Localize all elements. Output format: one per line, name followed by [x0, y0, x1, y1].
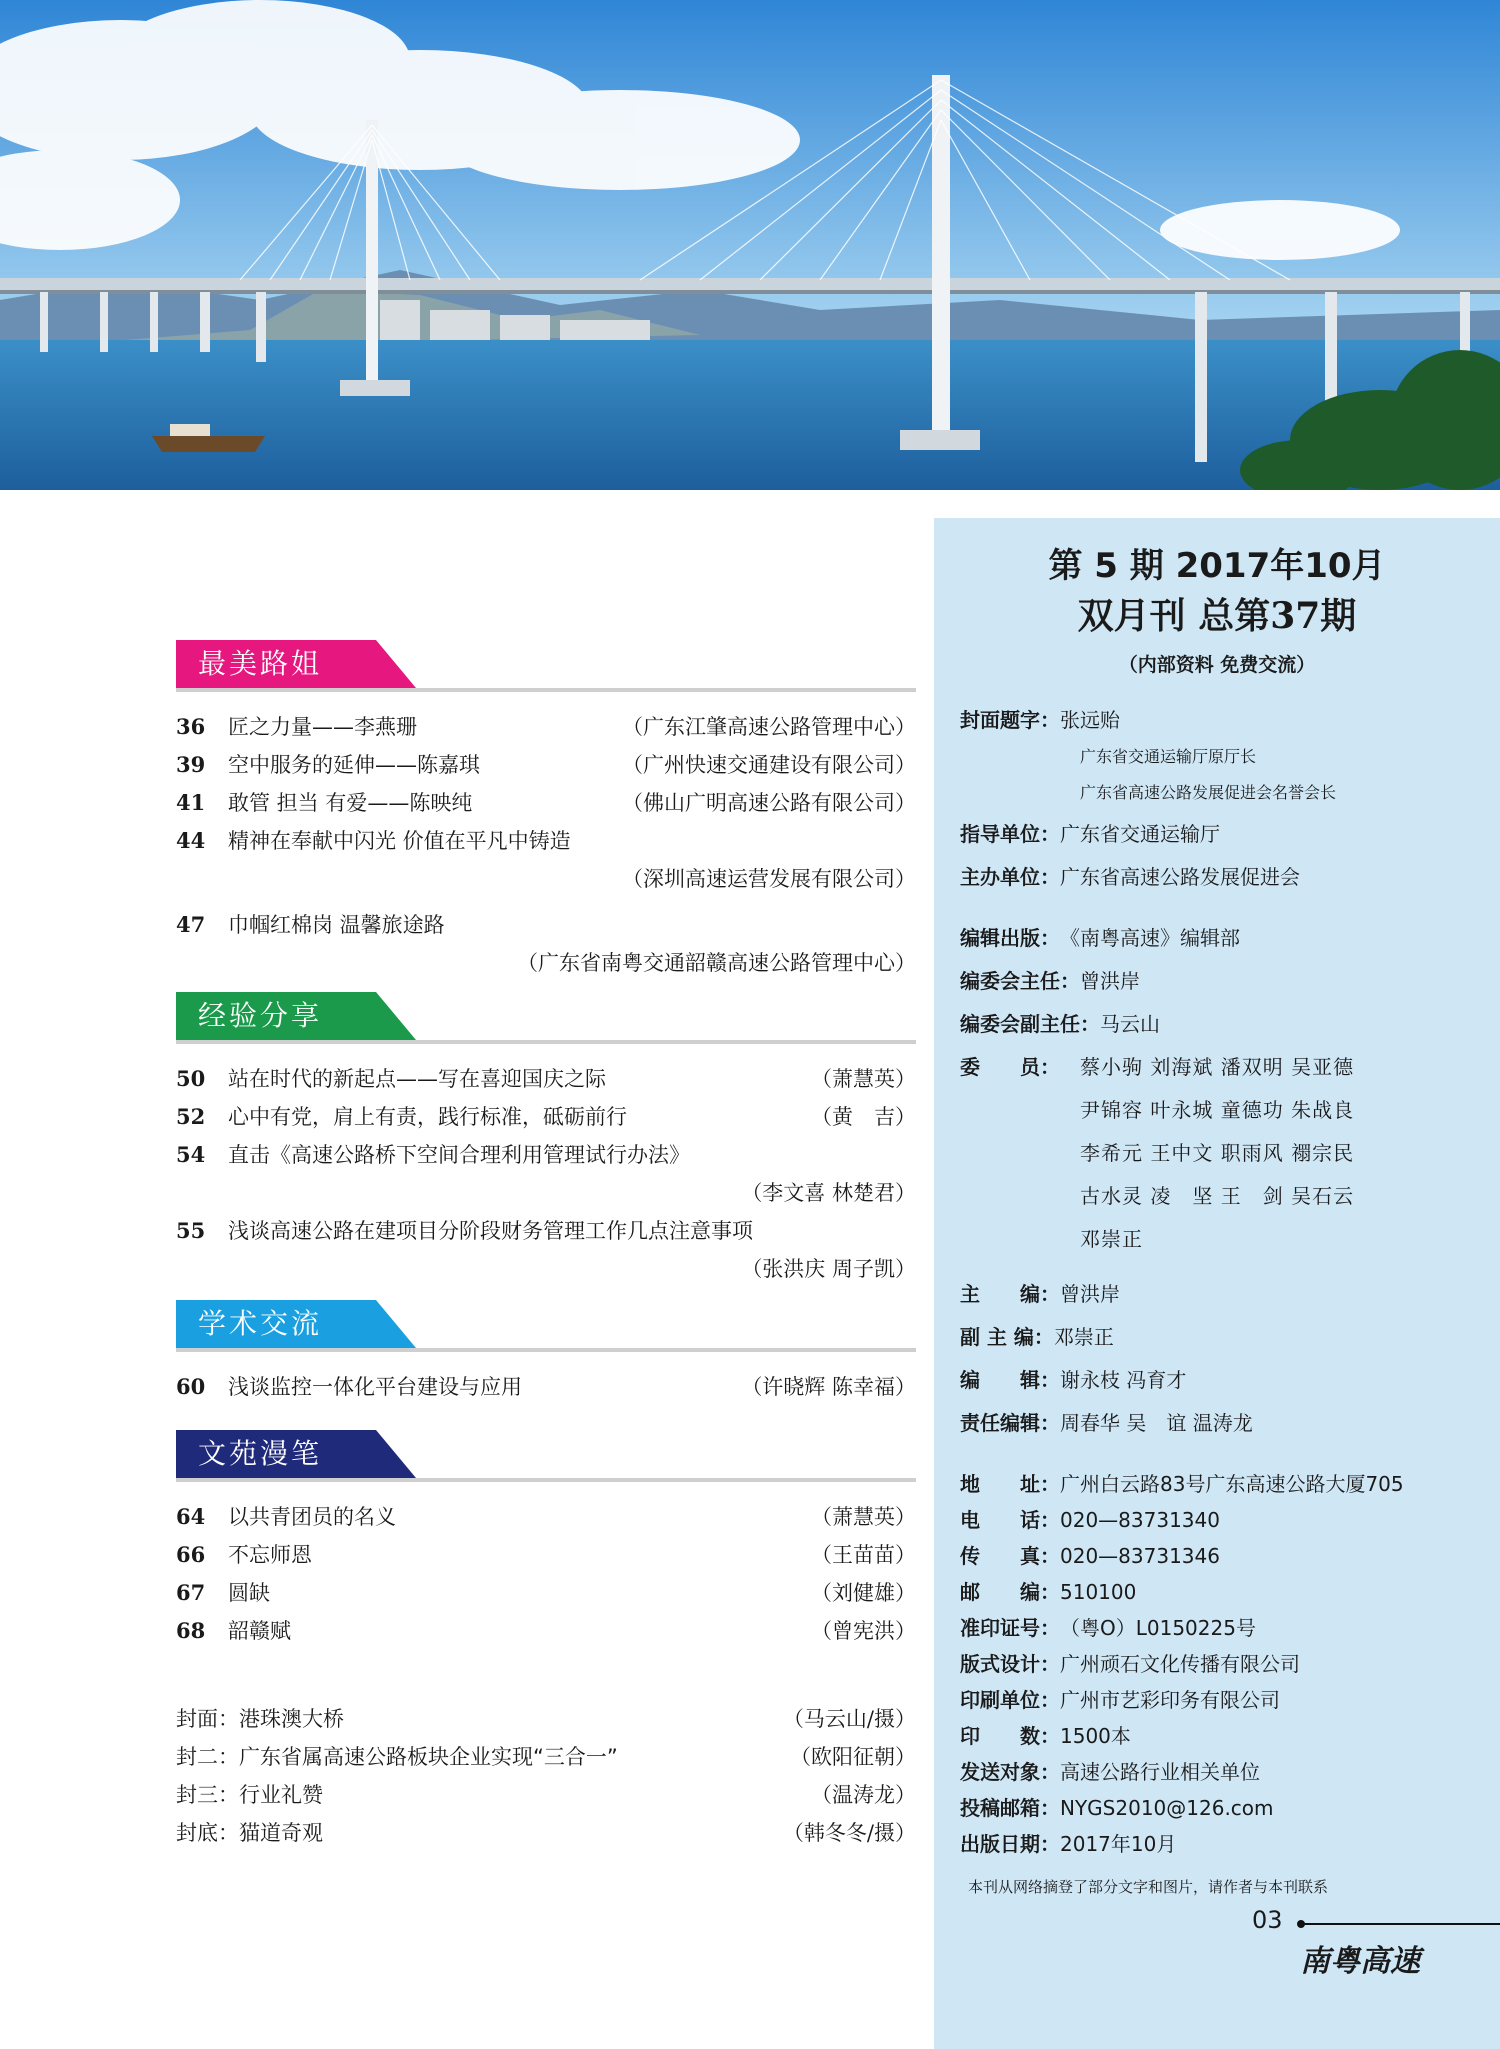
permit-row: 准印证号：（粤O）L0150225号	[960, 1616, 1256, 1640]
credit-row: 封底：猫道奇观 （韩冬冬/摄）	[176, 1821, 916, 1845]
page-line	[1304, 1923, 1500, 1925]
print-row: 印刷单位：广州市艺彩印务有限公司	[960, 1688, 1280, 1712]
table-of-contents	[176, 640, 916, 1650]
section-title: 经验分享	[198, 999, 323, 1032]
members-line: 李希元 王中文 职雨风 禤宗民	[1080, 1141, 1355, 1165]
hero-bridge-photo	[0, 0, 1500, 490]
list-item: 68 韶赣赋 （曾宪洪）	[176, 1618, 916, 1643]
copyright-note: 本刊从网络摘登了部分文字和图片，请作者与本刊联系	[968, 1878, 1329, 1896]
credit-row: 封二：广东省属高速公路板块企业实现“三合一” （欧阳征朝）	[176, 1745, 916, 1769]
members-line: 尹锦容 叶永城 童德功 朱战良	[1080, 1098, 1355, 1122]
board-vice-row: 编委会副主任：马云山	[960, 1012, 1160, 1036]
section-header-4	[176, 1430, 916, 1478]
credit-row: 封面：港珠澳大桥 （马云山/摄）	[176, 1707, 916, 1731]
masthead-panel	[934, 518, 1500, 2049]
list-item: 60 浅谈监控一体化平台建设与应用 （许晓辉 陈幸福）	[176, 1374, 916, 1399]
zip-row: 邮 编：510100	[960, 1580, 1137, 1604]
chief-editor-row: 主 编：曾洪岸	[960, 1282, 1120, 1306]
members-row: 委 员：	[960, 1055, 1060, 1079]
list-item: 41 敢管 担当 有爱——陈映纯 （佛山广明高速公路有限公司）	[176, 790, 916, 815]
board-chair-row: 编委会主任：曾洪岸	[960, 969, 1140, 993]
members-line: 蔡小驹 刘海斌 潘双明 吴亚德	[1080, 1055, 1355, 1079]
host-row: 主办单位：广东省高速公路发展促进会	[960, 865, 1300, 889]
list-item: 64 以共青团员的名义 （萧慧英）	[176, 1504, 916, 1529]
section-title: 学术交流	[198, 1307, 323, 1340]
list-item: 36 匠之力量——李燕珊 （广东江肇高速公路管理中心）	[176, 714, 916, 739]
editors-row: 编 辑：谢永枝 冯育才	[960, 1368, 1187, 1392]
members-line: 古水灵 凌 坚 王 剑 吴石云	[1080, 1184, 1355, 1208]
issue-line-2: 双月刊 总第37期	[1077, 595, 1357, 637]
section-items-1	[176, 708, 916, 982]
list-item: 67 圆缺 （刘健雄）	[176, 1580, 916, 1605]
list-item: 50 站在时代的新起点——写在喜迎国庆之际 （萧慧英）	[176, 1066, 916, 1091]
list-item: 66 不忘师恩 （王苗苗）	[176, 1542, 916, 1567]
issue-line-1: 第 5 期 2017年10月	[1048, 546, 1386, 586]
magazine-logo: 南粤高速	[1300, 1944, 1420, 1979]
deputy-editor-row: 副 主 编：邓崇正	[960, 1325, 1114, 1349]
section-title: 文苑漫笔	[198, 1437, 323, 1470]
section-items-3	[176, 1368, 916, 1406]
email-row: 投稿邮箱：NYGS2010@126.com	[960, 1796, 1274, 1820]
page-number: 03	[1252, 1906, 1283, 1934]
list-item-source: （广东省南粤交通韶赣高速公路管理中心）	[517, 951, 916, 975]
date-row: 出版日期：2017年10月	[960, 1832, 1177, 1856]
list-item-source: （深圳高速运营发展有限公司）	[622, 867, 916, 891]
list-item-source: （李文喜 林楚君）	[741, 1181, 916, 1205]
list-item: 39 空中服务的延伸——陈嘉琪 （广州快速交通建设有限公司）	[176, 752, 916, 777]
list-item: 47 巾帼红棉岗 温馨旅途路	[176, 912, 445, 937]
cover-title-sub1: 广东省交通运输厅原厅长	[1080, 747, 1257, 766]
credit-row: 封三：行业礼赞 （温涛龙）	[176, 1783, 916, 1807]
section-items-4	[176, 1498, 916, 1650]
editor-pub-row: 编辑出版：《南粤高速》编辑部	[960, 926, 1240, 950]
issue-line-3: （内部资料 免费交流）	[1118, 654, 1316, 676]
list-item: 55 浅谈高速公路在建项目分阶段财务管理工作几点注意事项	[176, 1218, 753, 1243]
list-item: 54 直击《高速公路桥下空间合理利用管理试行办法》	[176, 1142, 690, 1167]
section-header-2	[176, 992, 916, 1040]
distribution-row: 发送对象：高速公路行业相关单位	[960, 1760, 1260, 1784]
address-row: 地 址：广州白云路83号广东高速公路大厦705	[960, 1472, 1404, 1496]
guide-row: 指导单位：广东省交通运输厅	[960, 822, 1220, 846]
cover-title-sub2: 广东省高速公路发展促进会名誉会长	[1080, 783, 1337, 802]
list-item: 52 心中有党，肩上有责，践行标准，砥砺前行 （黄 吉）	[176, 1104, 916, 1129]
section-header-1	[176, 640, 916, 688]
list-item-source: （张洪庆 周子凯）	[741, 1257, 916, 1281]
cover-title-row: 封面题字：张远贻	[960, 708, 1120, 732]
members-line: 邓崇正	[1080, 1227, 1143, 1251]
section-title: 最美路姐	[198, 647, 323, 680]
tel-row: 电 话：020—83731340	[960, 1508, 1220, 1532]
design-row: 版式设计：广州顽石文化传播有限公司	[960, 1652, 1300, 1676]
copies-row: 印 数：1500本	[960, 1724, 1131, 1748]
fax-row: 传 真：020—83731346	[960, 1544, 1220, 1568]
list-item: 44 精神在奉献中闪光 价值在平凡中铸造	[176, 828, 571, 853]
cover-credits	[176, 1700, 916, 1852]
resp-editor-row: 责任编辑：周春华 吴 谊 温涛龙	[960, 1411, 1253, 1435]
section-items-2	[176, 1060, 916, 1288]
section-header-3	[176, 1300, 916, 1348]
